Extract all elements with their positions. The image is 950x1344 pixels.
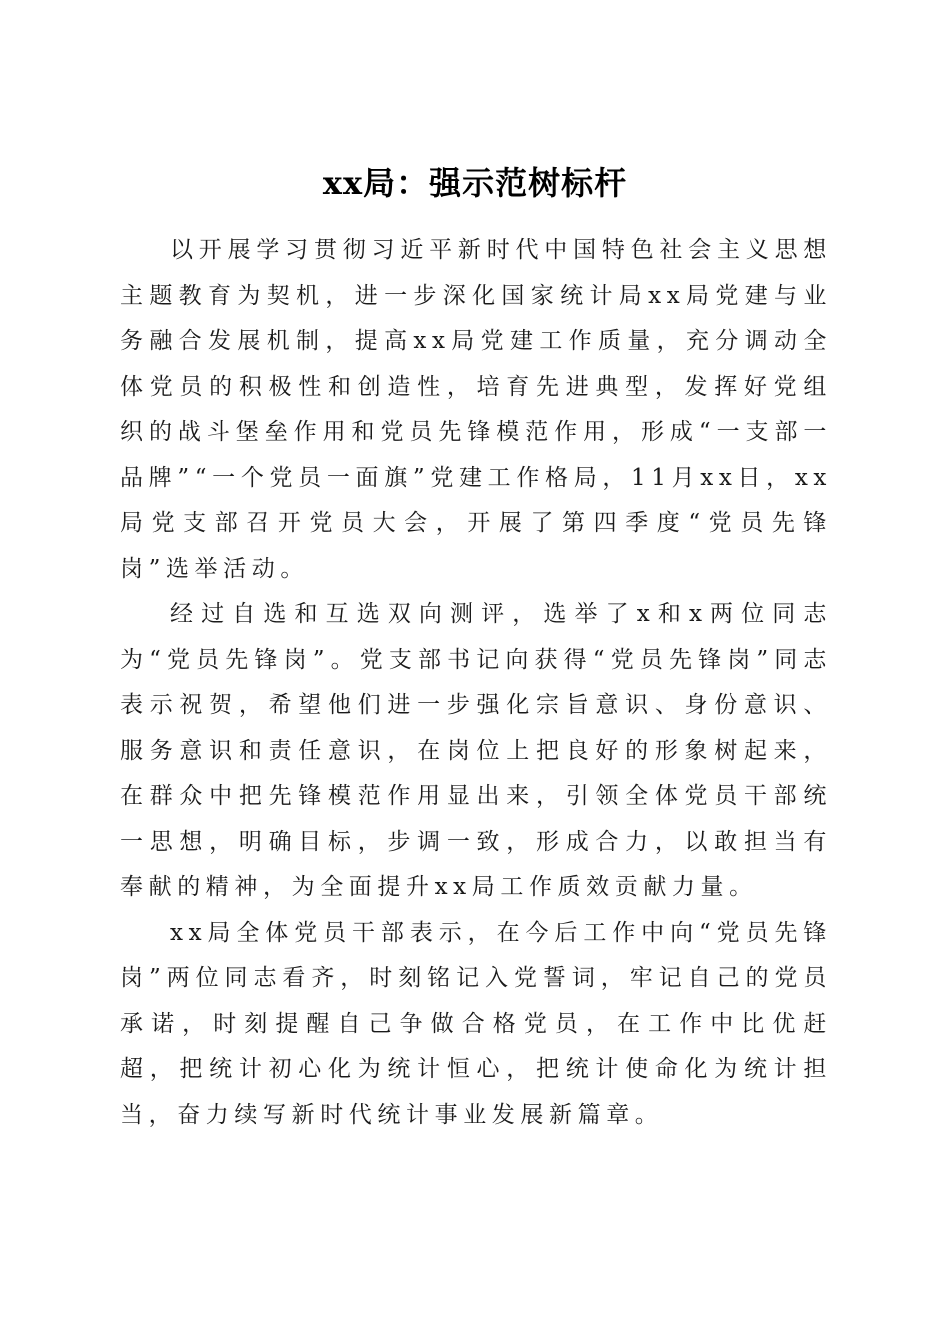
paragraph-3: xx局全体党员干部表示，在今后工作中向“党员先锋岗”两位同志看齐，时刻铭记入党誓词，牢记自己的党员承诺，时刻提醒自己争做合格党员，在工作中比优赶超，把统计初心化为统计恒心，把统计使命化为统计担当，奋力续写新时代统计事业发展新篇章。 bbox=[120, 919, 832, 1128]
document-body bbox=[120, 228, 832, 1138]
paragraph-2: 经过自选和互选双向测评，选举了x和x两位同志为“党员先锋岗”。党支部书记向获得“党员先锋岗”同志表示祝贺，希望他们进一步强化宗旨意识、身份意识、服务意识和责任意识，在岗位上把良好的形象树起来，在群众中把先锋模范作用显出来，引领全体党员干部统一思想，明确目标，步调一致，形成合力，以敢担当有奉献的精神，为全面提升xx局工作质效贡献力量。 bbox=[120, 601, 832, 900]
paragraph-1: 以开展学习贯彻习近平新时代中国特色社会主义思想主题教育为契机，进一步深化国家统计局xx局党建与业务融合发展机制，提高xx局党建工作质量，充分调动全体党员的积极性和创造性，培育先进典型，发挥好党组织的战斗堡垒作用和党员先锋模范作用，形成“一支部一品牌”“一个党员一面旗”党建工作格局，11月xx日，xx局党支部召开党员大会，开展了第四季度“党员先锋岗”选举活动。 bbox=[120, 237, 832, 582]
document-title: xx局：强示范树标杆 bbox=[322, 164, 628, 203]
